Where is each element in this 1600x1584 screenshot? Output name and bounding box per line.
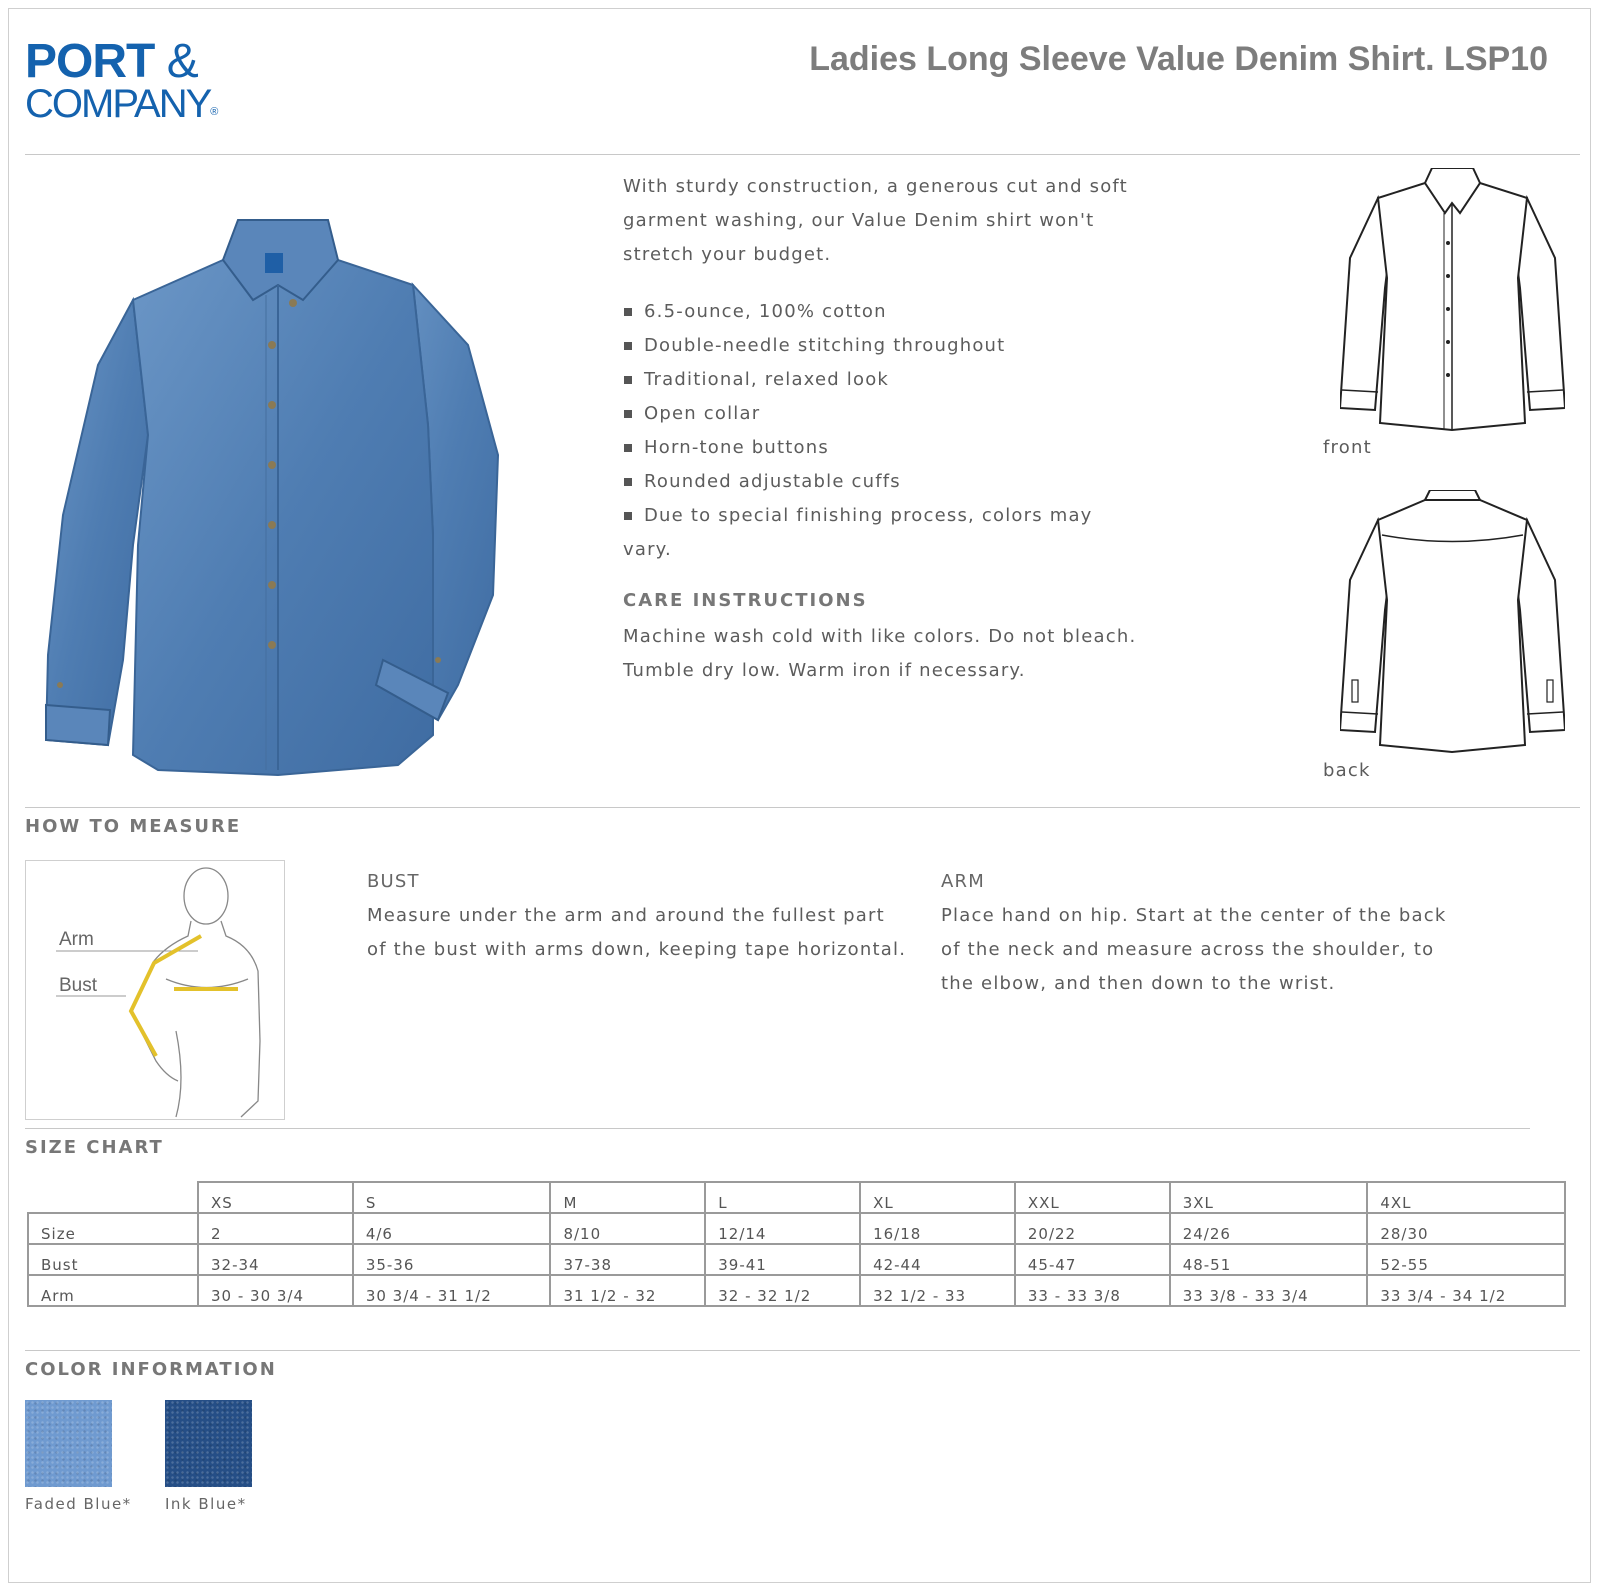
ink-blue-swatch [165, 1400, 252, 1487]
row-label: Size [28, 1213, 198, 1244]
table-row [28, 1213, 1565, 1244]
color-information-heading: COLOR INFORMATION [25, 1359, 277, 1380]
care-heading: CARE INSTRUCTIONS [623, 590, 868, 611]
table-row [28, 1244, 1565, 1275]
table-cell: 24/26 [1170, 1213, 1368, 1244]
size-column-header: XXL [1015, 1182, 1170, 1213]
arm-instructions [941, 865, 1471, 1001]
size-column-header: XL [860, 1182, 1015, 1213]
how-to-measure-heading: HOW TO MEASURE [25, 816, 242, 837]
arm-figure-label: Arm [59, 929, 94, 950]
feature-list [623, 295, 1148, 567]
size-chart-table [27, 1181, 1566, 1307]
arm-text: Place hand on hip. Start at the center of the back of the neck and measure across the shoulder, to the elbow, and then down to the wrist. [941, 905, 1447, 994]
front-sketch [1340, 168, 1565, 433]
table-cell: 33 3/8 - 33 3/4 [1170, 1275, 1368, 1306]
page-title: Ladies Long Sleeve Value Denim Shirt. LSP10 [809, 40, 1548, 78]
size-chart-heading: SIZE CHART [25, 1137, 164, 1158]
size-column-header: M [550, 1182, 705, 1213]
back-sketch [1340, 490, 1565, 755]
table-cell: 30 3/4 - 31 1/2 [353, 1275, 551, 1306]
size-column-header: 4XL [1367, 1182, 1565, 1213]
measure-figure [25, 860, 285, 1120]
faded-blue-label: Faded Blue* [25, 1495, 132, 1513]
table-cell: 33 - 33 3/8 [1015, 1275, 1170, 1306]
table-cell: 20/22 [1015, 1213, 1170, 1244]
table-cell: 52-55 [1367, 1244, 1565, 1275]
table-cell: 42-44 [860, 1244, 1015, 1275]
table-cell: 32-34 [198, 1244, 353, 1275]
size-column-header: L [705, 1182, 860, 1213]
table-cell: 35-36 [353, 1244, 551, 1275]
front-label: front [1323, 437, 1372, 458]
size-column-header: S [353, 1182, 551, 1213]
divider [25, 1128, 1530, 1129]
denim-shirt-photo [38, 215, 508, 790]
divider [25, 1350, 1580, 1351]
table-cell: 8/10 [550, 1213, 705, 1244]
size-column-header: 3XL [1170, 1182, 1368, 1213]
table-cell: 48-51 [1170, 1244, 1368, 1275]
table-cell: 45-47 [1015, 1244, 1170, 1275]
feature-item: Open collar [623, 397, 1148, 431]
table-cell: 28/30 [1367, 1213, 1565, 1244]
header-blank-cell [28, 1182, 198, 1213]
size-column-header: XS [198, 1182, 353, 1213]
table-cell: 39-41 [705, 1244, 860, 1275]
size-chart-header-row [28, 1182, 1565, 1213]
bust-instructions [367, 865, 907, 967]
bust-text: Measure under the arm and around the fullest part of the bust with arms down, keeping tape horizontal. [367, 905, 907, 960]
bust-figure-label: Bust [59, 975, 98, 996]
table-cell: 30 - 30 3/4 [198, 1275, 353, 1306]
table-row [28, 1275, 1565, 1306]
table-cell: 2 [198, 1213, 353, 1244]
table-cell: 33 3/4 - 34 1/2 [1367, 1275, 1565, 1306]
feature-item: 6.5-ounce, 100% cotton [623, 295, 1148, 329]
feature-item: Horn-tone buttons [623, 431, 1148, 465]
bust-title: BUST [367, 871, 420, 892]
care-text: Machine wash cold with like colors. Do not bleach. Tumble dry low. Warm iron if necessary. [623, 626, 1137, 681]
arm-title: ARM [941, 871, 985, 892]
port-company-logo: PORT & COMPANY® [25, 35, 219, 126]
feature-item: Rounded adjustable cuffs [623, 465, 1148, 499]
back-label: back [1323, 760, 1371, 781]
table-cell: 32 1/2 - 33 [860, 1275, 1015, 1306]
feature-item: Traditional, relaxed look [623, 363, 1148, 397]
product-description: With sturdy construction, a generous cut and soft garment washing, our Value Denim shirt won't stretch your budget. [623, 176, 1128, 265]
feature-item: Double-needle stitching throughout [623, 329, 1148, 363]
table-cell: 32 - 32 1/2 [705, 1275, 860, 1306]
table-cell: 4/6 [353, 1213, 551, 1244]
table-cell: 31 1/2 - 32 [550, 1275, 705, 1306]
feature-item: Due to special finishing process, colors may vary. [623, 499, 1148, 567]
row-label: Bust [28, 1244, 198, 1275]
table-cell: 37-38 [550, 1244, 705, 1275]
row-label: Arm [28, 1275, 198, 1306]
faded-blue-swatch [25, 1400, 112, 1487]
divider [25, 154, 1580, 155]
divider [25, 807, 1580, 808]
ink-blue-label: Ink Blue* [165, 1495, 247, 1513]
table-cell: 12/14 [705, 1213, 860, 1244]
table-cell: 16/18 [860, 1213, 1015, 1244]
